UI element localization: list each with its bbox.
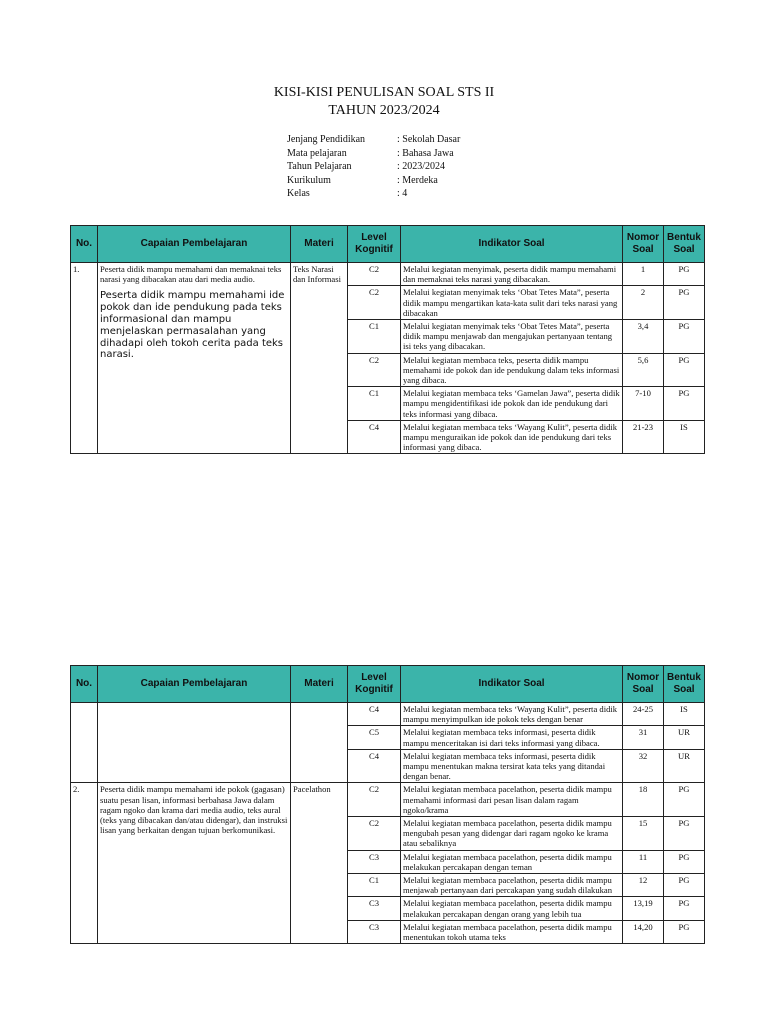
bentuk-cell: PG (664, 920, 705, 943)
col-header-bentuk: Bentuk Soal (664, 226, 705, 263)
nomor-cell: 7-10 (623, 387, 664, 421)
indikator-cell: Melalui kegiatan menyimak, peserta didik mampu memahami dan memaknai teks narasi yang dibacakan. (401, 263, 623, 286)
col-header-no: No. (71, 666, 98, 703)
capaian-cell (98, 263, 291, 454)
meta-row (287, 174, 460, 188)
col-header-capaian: Capaian Pembelajaran (98, 226, 291, 263)
indikator-cell: Melalui kegiatan membaca teks ‘Wayang Kulit”, peserta didik mampu menyimpulkan ide pokok teks dengan benar (401, 703, 623, 726)
nomor-cell: 21-23 (623, 420, 664, 454)
indikator-cell: Melalui kegiatan membaca teks informasi, peserta didik mampu menentukan makna tersirat kata teks yang ditandai dengan benar. (401, 749, 623, 783)
nomor-cell: 5,6 (623, 353, 664, 387)
capaian-text: Peserta didik mampu memahami dan memaknai teks narasi yang dibacakan atau dari media audio. (100, 264, 282, 285)
indikator-cell: Melalui kegiatan membaca teks, peserta didik mampu memahami ide pokok dan ide pendukung dalam teks informasi yang dibaca. (401, 353, 623, 387)
kisi-table-1 (70, 225, 705, 454)
indikator-cell: Melalui kegiatan membaca pacelathon, peserta didik mampu menentukan tokoh utama teks (401, 920, 623, 943)
level-cell: C3 (348, 920, 401, 943)
col-header-materi: Materi (291, 666, 348, 703)
indikator-cell: Melalui kegiatan membaca pacelathon, peserta didik mampu melakukan percakapan dengan orang yang lebih tua (401, 897, 623, 920)
indikator-cell: Melalui kegiatan membaca pacelathon, peserta didik mampu mengubah pesan yang didengar dari ragam ngoko ke krama atau sebaliknya (401, 817, 623, 851)
nomor-cell: 31 (623, 726, 664, 749)
kisi-table-2 (70, 665, 705, 944)
indikator-cell: Melalui kegiatan membaca pacelathon, peserta didik mampu memahami informasi dari pesan lisan dalam ragam ngoko/krama (401, 783, 623, 817)
bentuk-cell: PG (664, 874, 705, 897)
level-cell: C2 (348, 783, 401, 817)
level-cell: C3 (348, 897, 401, 920)
bentuk-cell: PG (664, 263, 705, 286)
col-header-materi: Materi (291, 226, 348, 263)
bentuk-cell: PG (664, 387, 705, 421)
indikator-cell: Melalui kegiatan membaca teks ‘Wayang Kulit”, peserta didik mampu menguraikan ide pokok dan ide pendukung dari teks informasi yang dibaca. (401, 420, 623, 454)
meta-label: Tahun Pelajaran (287, 161, 352, 173)
col-header-no: No. (71, 226, 98, 263)
capaian-cell (98, 703, 291, 783)
bentuk-cell: PG (664, 783, 705, 817)
meta-row (287, 147, 460, 161)
table-row (71, 703, 705, 726)
bentuk-cell: PG (664, 286, 705, 320)
col-header-indikator: Indikator Soal (401, 666, 623, 703)
col-header-nomor: Nomor Soal (623, 666, 664, 703)
indikator-cell: Melalui kegiatan membaca teks ‘Gamelan Jawa”, peserta didik mampu mengidentifikasi ide pokok dan ide pendukung dari teks informasi yang dibaca. (401, 387, 623, 421)
table-header-row (71, 666, 705, 703)
meta-label: Mata pelajaran (287, 147, 347, 159)
level-cell: C5 (348, 726, 401, 749)
col-header-bentuk: Bentuk Soal (664, 666, 705, 703)
document-subtitle: TAHUN 2023/2024 (328, 103, 440, 118)
nomor-cell: 15 (623, 817, 664, 851)
nomor-cell: 18 (623, 783, 664, 817)
level-cell: C2 (348, 263, 401, 286)
level-cell: C4 (348, 703, 401, 726)
meta-info (287, 133, 460, 201)
bentuk-cell: UR (664, 726, 705, 749)
meta-label: Kelas (287, 188, 310, 200)
bentuk-cell: PG (664, 897, 705, 920)
meta-row (287, 187, 460, 201)
nomor-cell: 24-25 (623, 703, 664, 726)
level-cell: C2 (348, 817, 401, 851)
col-header-level: Level Kognitif (348, 226, 401, 263)
nomor-cell: 3,4 (623, 320, 664, 354)
bentuk-cell: PG (664, 817, 705, 851)
level-cell: C2 (348, 286, 401, 320)
row-number: 2. (71, 783, 98, 944)
level-cell: C1 (348, 387, 401, 421)
bentuk-cell: IS (664, 703, 705, 726)
bentuk-cell: IS (664, 420, 705, 454)
materi-cell (291, 703, 348, 783)
level-cell: C4 (348, 749, 401, 783)
nomor-cell: 1 (623, 263, 664, 286)
col-header-capaian: Capaian Pembelajaran (98, 666, 291, 703)
table-row (71, 783, 705, 817)
row-number (71, 703, 98, 783)
nomor-cell: 14,20 (623, 920, 664, 943)
indikator-cell: Melalui kegiatan membaca pacelathon, peserta didik mampu melakukan percakapan dengan teman (401, 850, 623, 873)
table-row (71, 263, 705, 286)
col-header-indikator: Indikator Soal (401, 226, 623, 263)
nomor-cell: 2 (623, 286, 664, 320)
col-header-level: Level Kognitif (348, 666, 401, 703)
table-header-row (71, 226, 705, 263)
nomor-cell: 11 (623, 850, 664, 873)
meta-value: : 2023/2024 (397, 161, 446, 173)
nomor-cell: 12 (623, 874, 664, 897)
meta-label: Kurikulum (287, 174, 331, 186)
indikator-cell: Melalui kegiatan membaca teks informasi, peserta didik mampu menceritakan isi dari teks informasi yang dibaca. (401, 726, 623, 749)
indikator-cell: Melalui kegiatan menyimak teks ‘Obat Tetes Mata”, peserta didik mampu mengartikan kata-kata sulit dari teks narasi yang dibacakan (401, 286, 623, 320)
level-cell: C1 (348, 874, 401, 897)
meta-value: : Bahasa Jawa (397, 147, 454, 159)
level-cell: C3 (348, 850, 401, 873)
capaian-cell: Peserta didik mampu memahami ide pokok (gagasan) suatu pesan lisan, informasi berbahasa Jawa dalam ragam ngoko dan krama dari media audio, teks aural (teks yang dibacakan dan/atau didengar), dan instruksi lisan yang berkaitan dengan tujuan berkomunikasi. (98, 783, 291, 944)
meta-value: : Sekolah Dasar (397, 134, 461, 145)
meta-value: : Merdeka (397, 174, 438, 186)
nomor-cell: 32 (623, 749, 664, 783)
materi-cell: Teks Narasi dan Informasi (291, 263, 348, 454)
bentuk-cell: PG (664, 850, 705, 873)
document-title: KISI-KISI PENULISAN SOAL STS II (273, 85, 495, 100)
row-number: 1. (71, 263, 98, 454)
bentuk-cell: PG (664, 320, 705, 354)
meta-value: : 4 (397, 188, 408, 200)
meta-label: Jenjang Pendidikan (287, 134, 366, 145)
meta-row (287, 160, 460, 174)
level-cell: C4 (348, 420, 401, 454)
meta-row (287, 133, 460, 147)
indikator-cell: Melalui kegiatan menyimak teks ‘Obat Tetes Mata”, peserta didik mampu menjawab dan mengajukan pertanyaan tentang isi teks yang dibacakan. (401, 320, 623, 354)
level-cell: C2 (348, 353, 401, 387)
bentuk-cell: UR (664, 749, 705, 783)
col-header-nomor: Nomor Soal (623, 226, 664, 263)
nomor-cell: 13,19 (623, 897, 664, 920)
bentuk-cell: PG (664, 353, 705, 387)
indikator-cell: Melalui kegiatan membaca pacelathon, peserta didik mampu menjawab pertanyaan dari percakapan yang sudah dilakukan (401, 874, 623, 897)
materi-cell: Pacelathon (291, 783, 348, 944)
level-cell: C1 (348, 320, 401, 354)
capaian-text-large: Peserta didik mampu memahami ide pokok dan ide pendukung pada teks informasional dan mampu menjelaskan permasalahan yang dihadapi oleh tokoh cerita pada teks narasi. (100, 290, 285, 361)
